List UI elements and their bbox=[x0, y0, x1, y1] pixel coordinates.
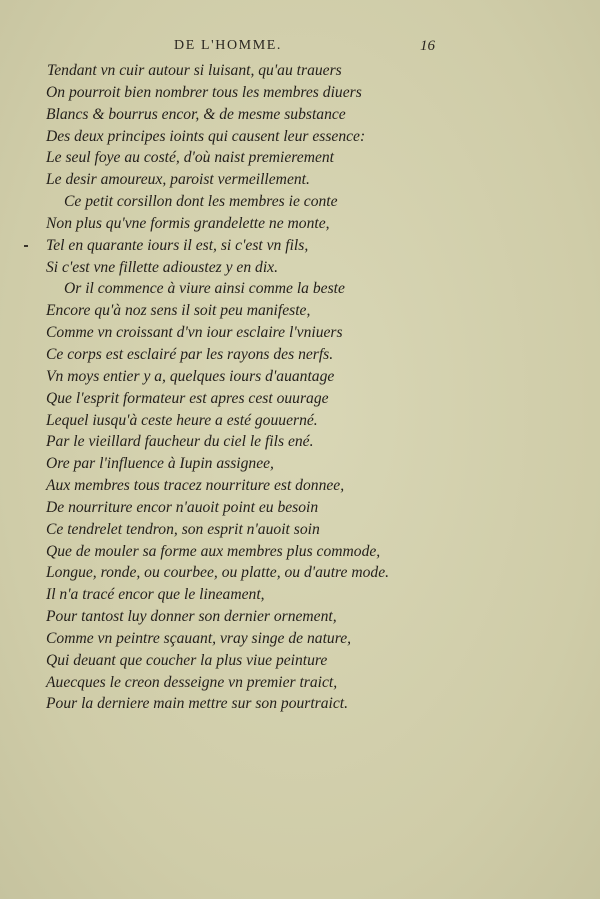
verse-line: Par le vieillard faucheur du ciel le fils ené. bbox=[46, 433, 314, 451]
verse-line: Comme vn croissant d'vn iour esclaire l'vniuers bbox=[46, 324, 343, 342]
verse-line: Ce petit corsillon dont les membres ie conte bbox=[64, 193, 338, 211]
running-head bbox=[0, 38, 600, 58]
verse-line: Encore qu'à noz sens il soit peu manifeste, bbox=[46, 302, 311, 320]
verse-line: Auecques le creon desseigne vn premier traict, bbox=[46, 673, 338, 691]
verse-line: Le seul foye au costé, d'où naist premierement bbox=[46, 149, 335, 167]
verse-line: Comme vn peintre sçauant, vray singe de nature, bbox=[46, 629, 352, 647]
verse-block bbox=[0, 60, 600, 715]
verse-line: Que de mouler sa forme aux membres plus commode, bbox=[46, 542, 381, 560]
verse-line: Pour tantost luy donner son dernier ornement, bbox=[46, 608, 337, 626]
page-number: 16 bbox=[420, 38, 435, 54]
verse-line: Si c'est vne fillette adioustez y en dix. bbox=[46, 258, 278, 276]
verse-line: Il n'a tracé encor que le lineament, bbox=[46, 586, 265, 604]
margin-mark bbox=[24, 245, 28, 247]
verse-line: Que l'esprit formateur est apres cest ouurage bbox=[46, 389, 329, 407]
verse-line: Ce tendrelet tendron, son esprit n'auoit soin bbox=[46, 520, 320, 538]
verse-line: Tel en quarante iours il est, si c'est vn fils, bbox=[46, 236, 309, 254]
running-title: DE L'HOMME. bbox=[174, 38, 283, 53]
verse-line: Longue, ronde, ou courbee, ou platte, ou d'autre mode. bbox=[46, 564, 390, 582]
verse-line: Ce corps est esclairé par les rayons des nerfs. bbox=[46, 345, 334, 363]
verse-line: Pour la derniere main mettre sur son pourtraict. bbox=[46, 695, 349, 713]
verse-line: Des deux principes ioints qui causent leur essence: bbox=[46, 127, 366, 145]
verse-line: Non plus qu'vne formis grandelette ne monte, bbox=[46, 214, 330, 232]
verse-line: Le desir amoureux, paroist vermeillement. bbox=[46, 171, 310, 189]
verse-line: Blancs & bourrus encor, & de mesme substance bbox=[46, 105, 346, 123]
verse-line: Aux membres tous tracez nourriture est donnee, bbox=[46, 477, 345, 495]
verse-line: Ore par l'influence à Iupin assignee, bbox=[46, 455, 274, 473]
verse-line: Lequel iusqu'à ceste heure a esté gouuerné. bbox=[46, 411, 318, 429]
verse-line: Tendant vn cuir autour si luisant, qu'au trauers bbox=[47, 62, 342, 79]
verse-line: Or il commence à viure ainsi comme la beste bbox=[64, 280, 345, 298]
verse-line: Qui deuant que coucher la plus viue peinture bbox=[46, 651, 328, 669]
verse-line: Vn moys entier y a, quelques iours d'auantage bbox=[46, 367, 335, 385]
verse-line: De nourriture encor n'auoit point eu besoin bbox=[46, 498, 319, 516]
verse-line: On pourroit bien nombrer tous les membres diuers bbox=[46, 83, 362, 101]
